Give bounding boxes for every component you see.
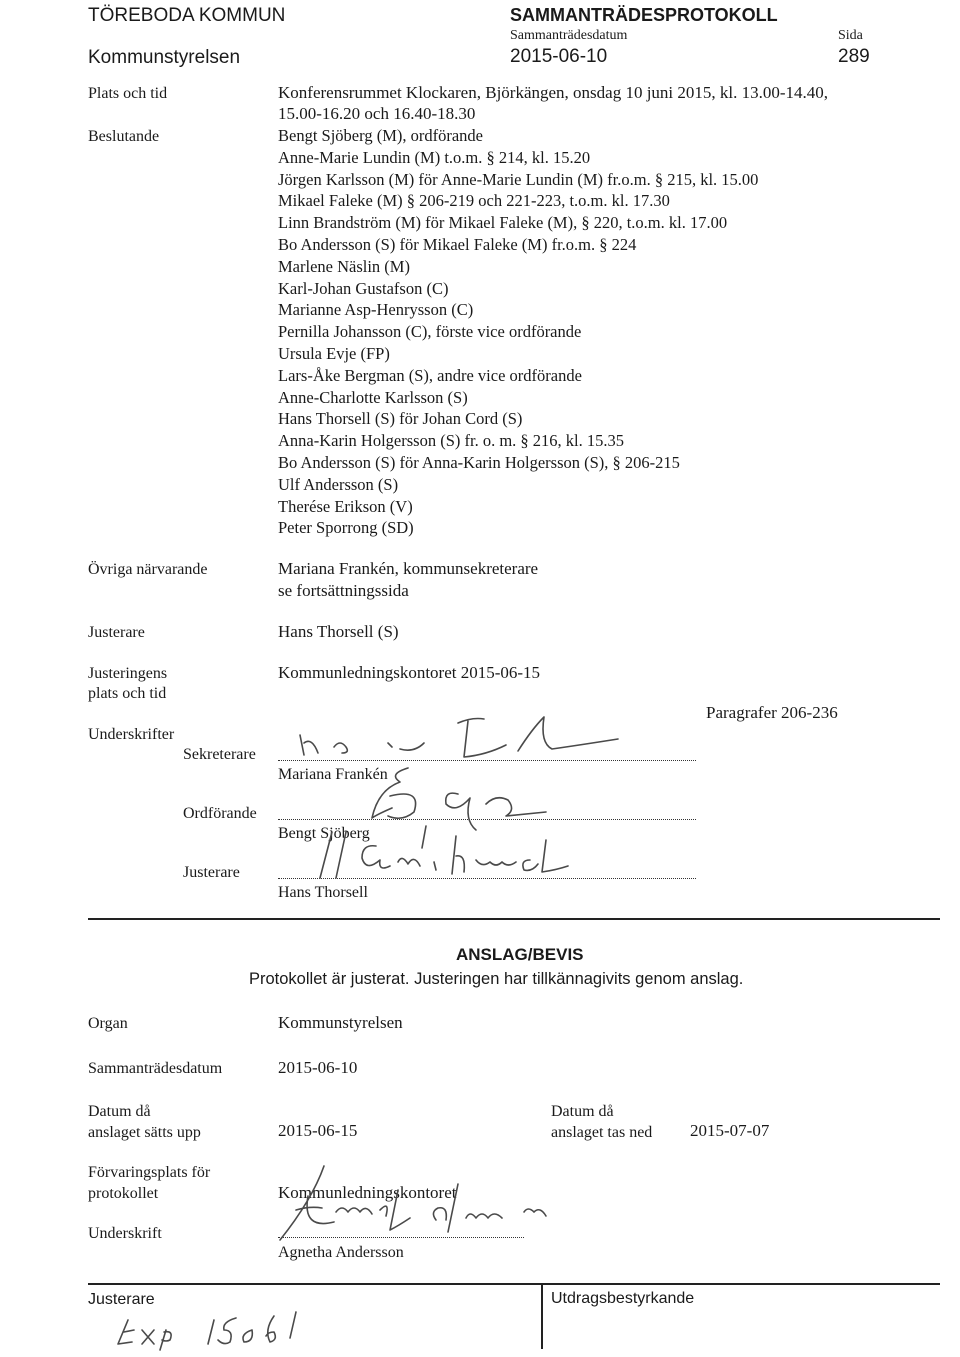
page-number: 289 (838, 46, 870, 67)
attendee-item: Bo Andersson (S) för Anna-Karin Holgersson (S), § 206-215 (278, 453, 680, 472)
storage-location: Kommunledningskontoret (278, 1183, 457, 1202)
paragraphs-range: Paragrafer 206-236 (706, 703, 838, 722)
removed-date-label-2: anslaget tas ned (551, 1124, 653, 1141)
posted-date-label-2: anslaget sätts upp (88, 1124, 201, 1141)
expedition-note (114, 1300, 314, 1352)
secretary-label: Sekreterare (183, 746, 256, 763)
chair-label: Ordförande (183, 805, 257, 822)
section-divider (88, 918, 940, 920)
decision-makers-label: Beslutande (88, 128, 160, 145)
removed-date-label-1: Datum då (551, 1103, 614, 1120)
signature-label: Underskrift (88, 1225, 162, 1242)
adjuster-signature-name: Hans Thorsell (278, 884, 368, 901)
organ-value: Kommunstyrelsen (278, 1013, 403, 1032)
adjustment-place-label-2: plats och tid (88, 685, 167, 702)
signatures-label: Underskrifter (88, 726, 175, 743)
place-line-2: 15.00-16.20 och 16.40-18.30 (278, 104, 476, 123)
attendee-item: Mikael Faleke (M) § 206-219 och 221-223, t.o.m. kl. 17.30 (278, 191, 670, 211)
attendee-item: Bengt Sjöberg (M), ordförande (278, 126, 483, 145)
secretary-name: Mariana Frankén (278, 766, 388, 783)
adjustment-place-label-1: Justeringens (88, 665, 168, 682)
municipality-name: TÖREBODA KOMMUN (88, 5, 286, 26)
others-present-line-2: se fortsättningssida (278, 581, 409, 600)
adjuster-name: Hans Thorsell (S) (278, 622, 399, 641)
attendee-item: Jörgen Karlsson (M) för Anne-Marie Lundin (M) fr.o.m. § 215, kl. 15.00 (278, 169, 759, 189)
document-type: SAMMANTRÄDESPROTOKOLL (510, 5, 778, 25)
attendee-item: Anna-Karin Holgersson (S) fr. o. m. § 216, kl. 15.35 (278, 431, 625, 451)
page-label: Sida (838, 28, 863, 43)
adjuster-signature-label: Justerare (183, 864, 240, 881)
attendee-item: Anne-Charlotte Karlsson (S) (278, 387, 468, 407)
organ-label: Organ (88, 1015, 128, 1032)
attendee-item: Linn Brandström (M) för Mikael Faleke (M), § 220, t.o.m. kl. 17.00 (278, 213, 728, 233)
storage-label-1: Förvaringsplats för (88, 1164, 211, 1181)
posted-date-label-1: Datum då (88, 1103, 151, 1120)
meeting-date: 2015-06-10 (510, 46, 608, 67)
notice-meeting-date-label: Sammanträdesdatum (88, 1060, 223, 1077)
notice-title: ANSLAG/BEVIS (456, 945, 584, 964)
committee-name: Kommunstyrelsen (88, 47, 241, 68)
adjuster-label: Justerare (88, 624, 145, 641)
attendee-item: Karl-Johan Gustafson (C) (278, 278, 449, 298)
notice-subtitle: Protokollet är justerat. Justeringen har tillkännagivits genom anslag. (249, 970, 744, 988)
attendee-item: Anne-Marie Lundin (M) t.o.m. § 214, kl. 15.20 (278, 147, 591, 167)
attendee-item: Ulf Andersson (S) (278, 474, 399, 494)
place-label: Plats och tid (88, 85, 168, 102)
notice-meeting-date: 2015-06-10 (278, 1058, 358, 1077)
footer-divider (88, 1283, 940, 1285)
notice-signature (262, 1160, 562, 1250)
attendee-item: Bo Andersson (S) för Mikael Faleke (M) fr.o.m. § 224 (278, 235, 637, 254)
footer-adjuster-label: Justerare (88, 1291, 155, 1308)
footer-column-divider (541, 1283, 543, 1349)
attendee-item: Marlene Näslin (M) (278, 256, 410, 276)
removed-date: 2015-07-07 (690, 1121, 770, 1140)
storage-label-2: protokollet (88, 1185, 159, 1202)
attendee-item: Therése Erikson (V) (278, 496, 413, 516)
attendee-item: Ursula Evje (FP) (278, 344, 390, 363)
attendee-item: Lars-Åke Bergman (S), andre vice ordförande (278, 365, 582, 385)
attendee-item: Peter Sporrong (SD) (278, 518, 414, 538)
attendee-item: Pernilla Johansson (C), förste vice ordförande (278, 322, 582, 342)
place-line-1: Konferensrummet Klockaren, Björkängen, onsdag 10 juni 2015, kl. 13.00-14.40, (278, 83, 829, 102)
attendee-item: Marianne Asp-Henrysson (C) (278, 300, 474, 320)
notice-signer-name: Agnetha Andersson (278, 1244, 404, 1261)
extract-certification-label: Utdragsbestyrkande (551, 1290, 695, 1307)
adjustment-place: Kommunledningskontoret 2015-06-15 (278, 663, 541, 682)
posted-date: 2015-06-15 (278, 1121, 358, 1140)
others-present-line-1: Mariana Frankén, kommunsekreterare (278, 559, 539, 578)
others-present-label: Övriga närvarande (88, 561, 208, 578)
attendee-item: Hans Thorsell (S) för Johan Cord (S) (278, 409, 523, 429)
chair-name: Bengt Sjöberg (278, 825, 370, 842)
adjuster-signature (306, 826, 626, 886)
meeting-date-label: Sammanträdesdatum (510, 28, 628, 43)
